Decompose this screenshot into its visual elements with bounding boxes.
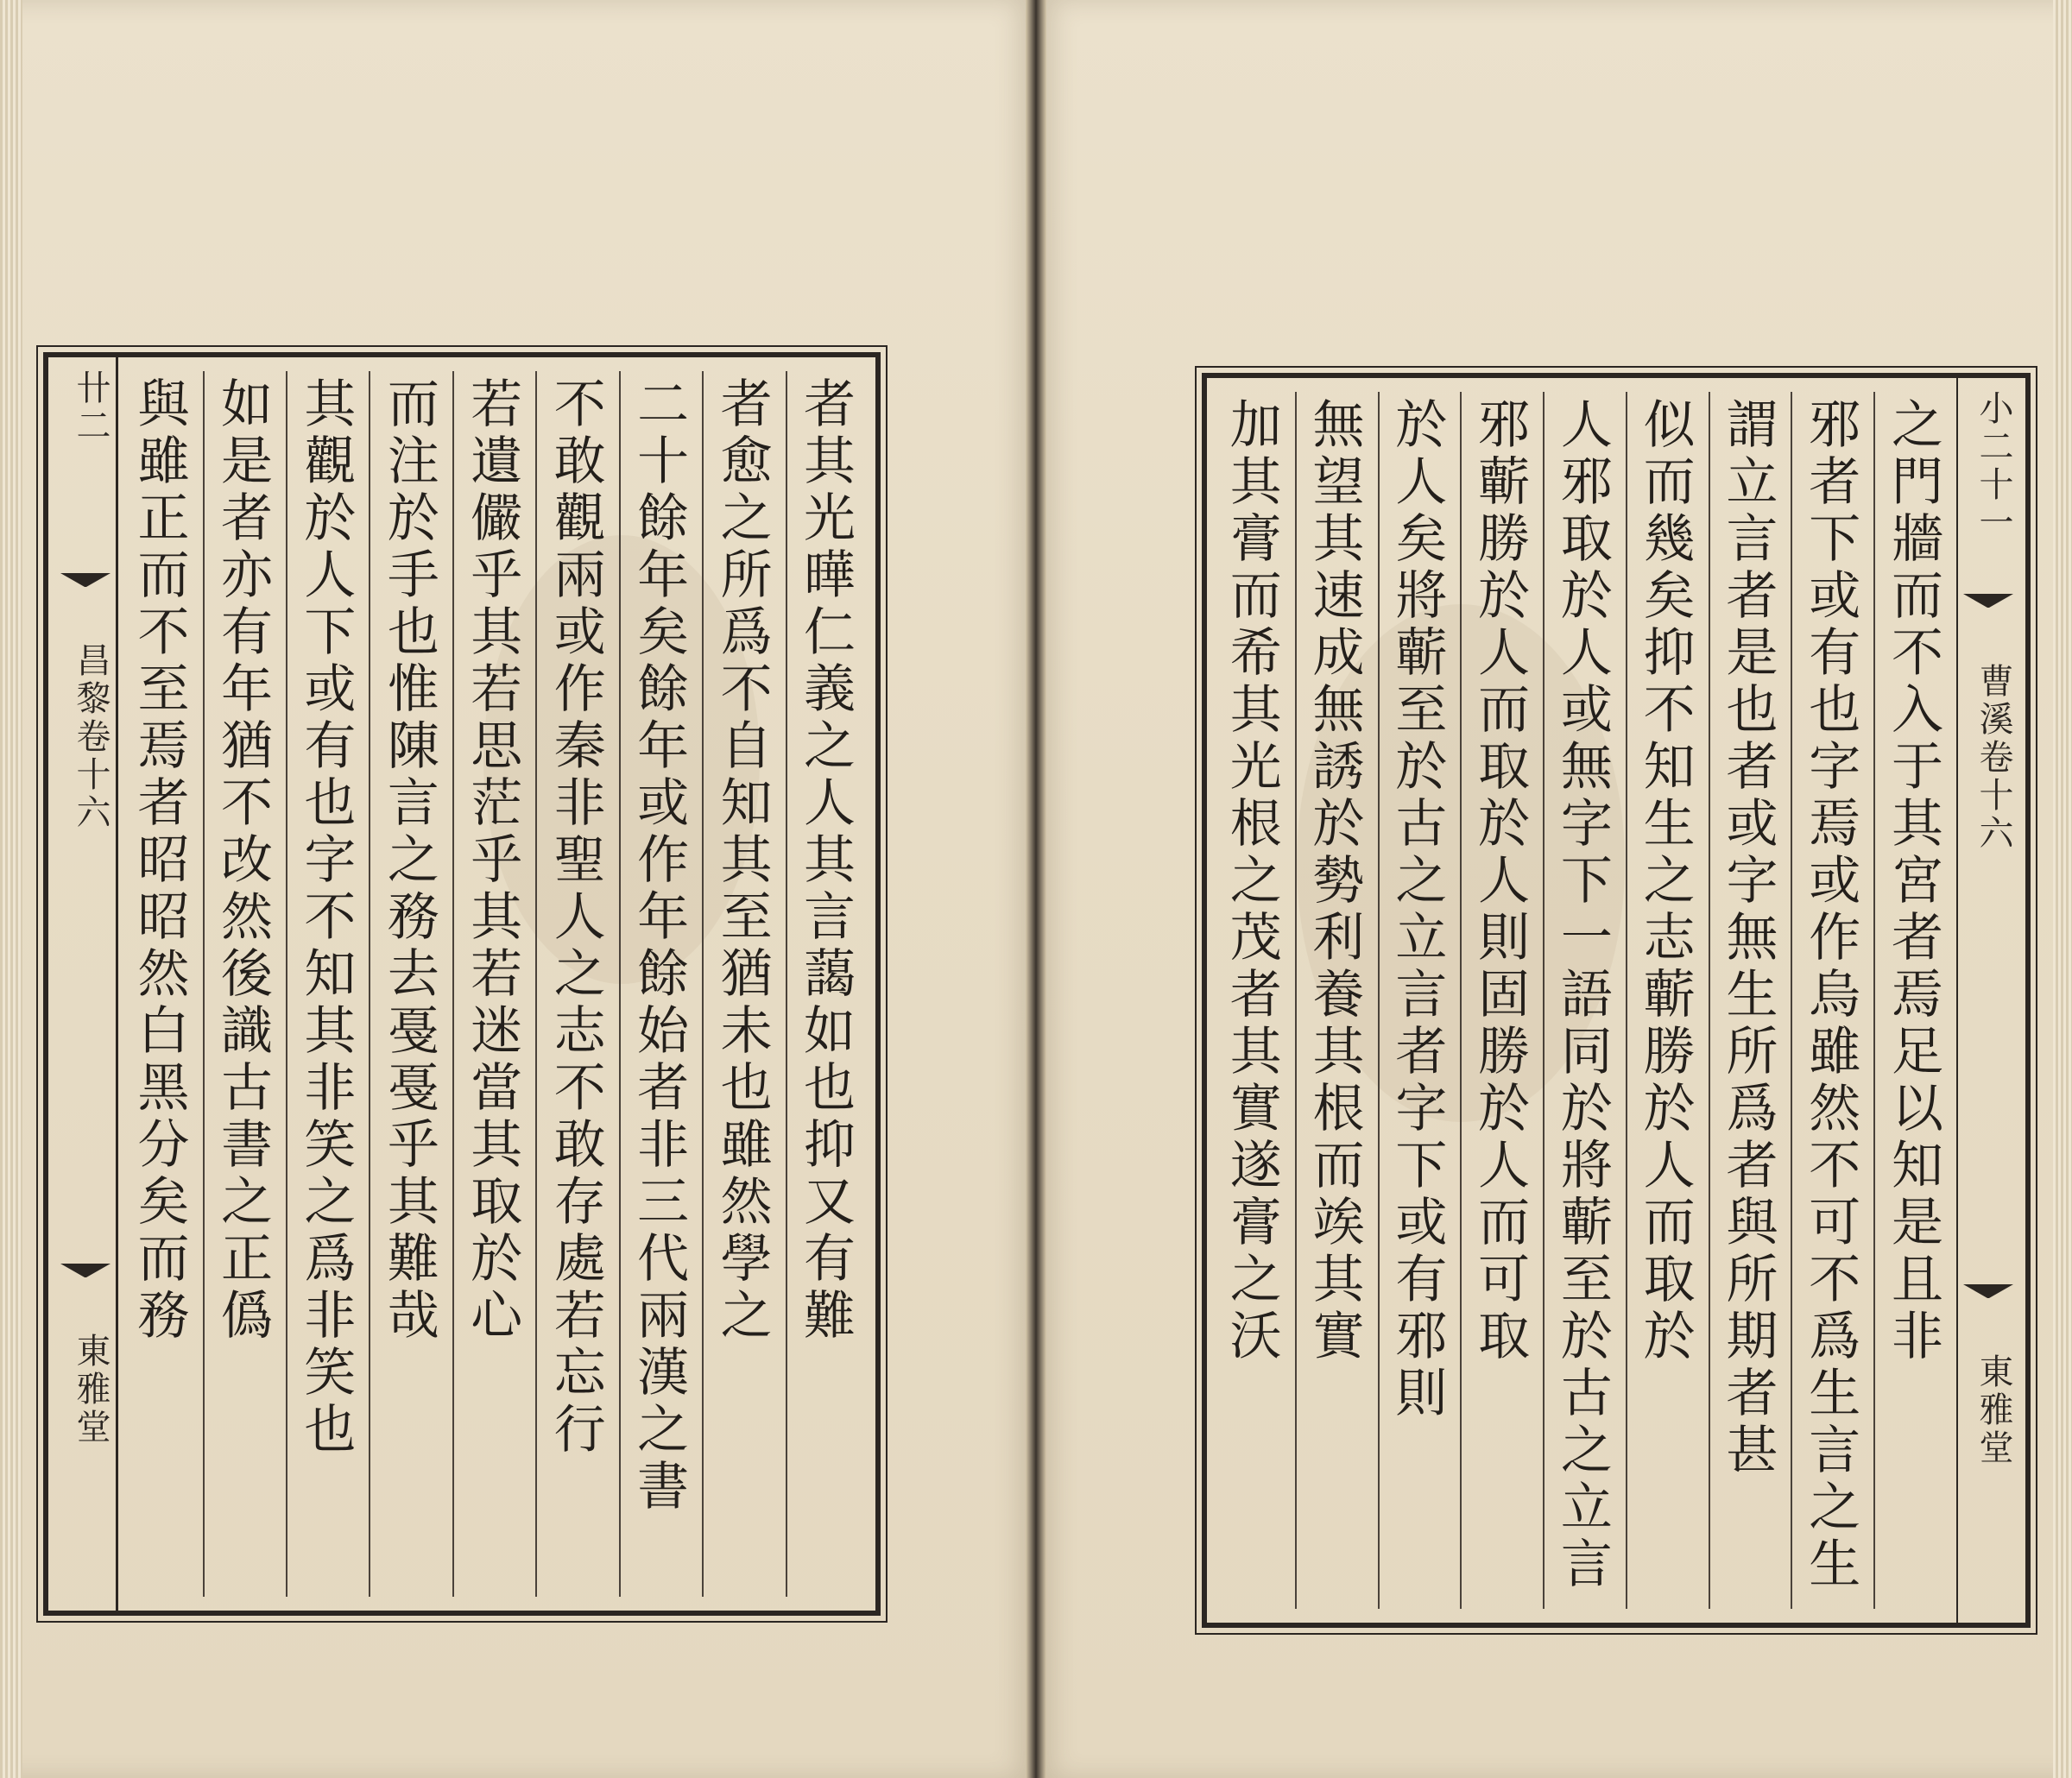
page-edges-right (2053, 0, 2072, 1778)
right-page-text (1214, 392, 1956, 1609)
left-page-text (121, 371, 869, 1597)
fish-tail-mark (1963, 1284, 2013, 1298)
left-leaf (0, 0, 1034, 1778)
right-fold-margin (1956, 378, 2018, 1623)
text-column: 若遺儼乎其若思茫乎其若迷當其取於心 (452, 371, 535, 1597)
text-column: 之門牆而不入于其宮者焉足以知是且非 (1873, 392, 1956, 1609)
book-gutter (1026, 0, 1046, 1778)
fish-tail-mark (60, 1264, 111, 1277)
right-printed-block (1202, 373, 2031, 1628)
text-column: 邪蘄勝於人而取於人則固勝於人而可取 (1460, 392, 1543, 1609)
text-column: 加其膏而希其光根之茂者其實遂膏之沃 (1221, 397, 1282, 1365)
text-column: 二十餘年矣餘年或作年餘始者非三代兩漢之書 (619, 371, 702, 1597)
text-column: 如是者亦有年猶不改然後識古書之正僞 (203, 371, 286, 1597)
left-fold-juan: 昌黎卷十六 (71, 642, 111, 832)
text-column: 於人矣將蘄至於古之立言者字下或有邪則 (1378, 392, 1461, 1609)
text-column: 人邪取於人或無字下一語同於將蘄至於古之立言 (1543, 392, 1626, 1609)
fish-tail-mark (60, 573, 111, 587)
text-column: 而注於手也惟陳言之務去戞戞乎其難哉 (369, 371, 452, 1597)
text-column: 似而幾矣抑不知生之志蘄勝於人而取於 (1626, 392, 1709, 1609)
left-printed-block (43, 352, 881, 1616)
text-column: 無望其速成無誘於勢利養其根而竢其實 (1295, 392, 1378, 1609)
text-column: 者其光曄仁義之人其言藹如也抑又有難 (786, 371, 869, 1597)
page-edges-left (0, 0, 22, 1778)
text-column: 者愈之所爲不自知其至猶未也雖然學之 (702, 371, 785, 1597)
right-fold-juan: 曹溪卷十六 (1974, 663, 2013, 853)
fish-tail-mark (1963, 594, 2013, 608)
right-fold-hall: 東雅堂 (1974, 1353, 2013, 1467)
text-column: 謂立言者是也者或字無生所爲者與所期者甚 (1709, 392, 1791, 1609)
right-leaf (1038, 0, 2072, 1778)
text-column: 邪者下或有也字焉或作烏雖然不可不爲生言之生 (1791, 392, 1873, 1609)
left-fold-hall: 東雅堂 (71, 1333, 111, 1447)
left-fold-title: 卄二 (71, 369, 111, 445)
left-fold-margin (55, 357, 118, 1611)
text-column: 不敢觀兩或作秦非聖人之志不敢存處若忘行 (535, 371, 618, 1597)
text-column: 其觀於人下或有也字不知其非笑之爲非笑也 (286, 371, 369, 1597)
right-fold-title: 小二十一 (1974, 390, 2013, 542)
text-column: 與雖正而不至焉者昭昭然白黑分矣而務 (129, 376, 190, 1345)
